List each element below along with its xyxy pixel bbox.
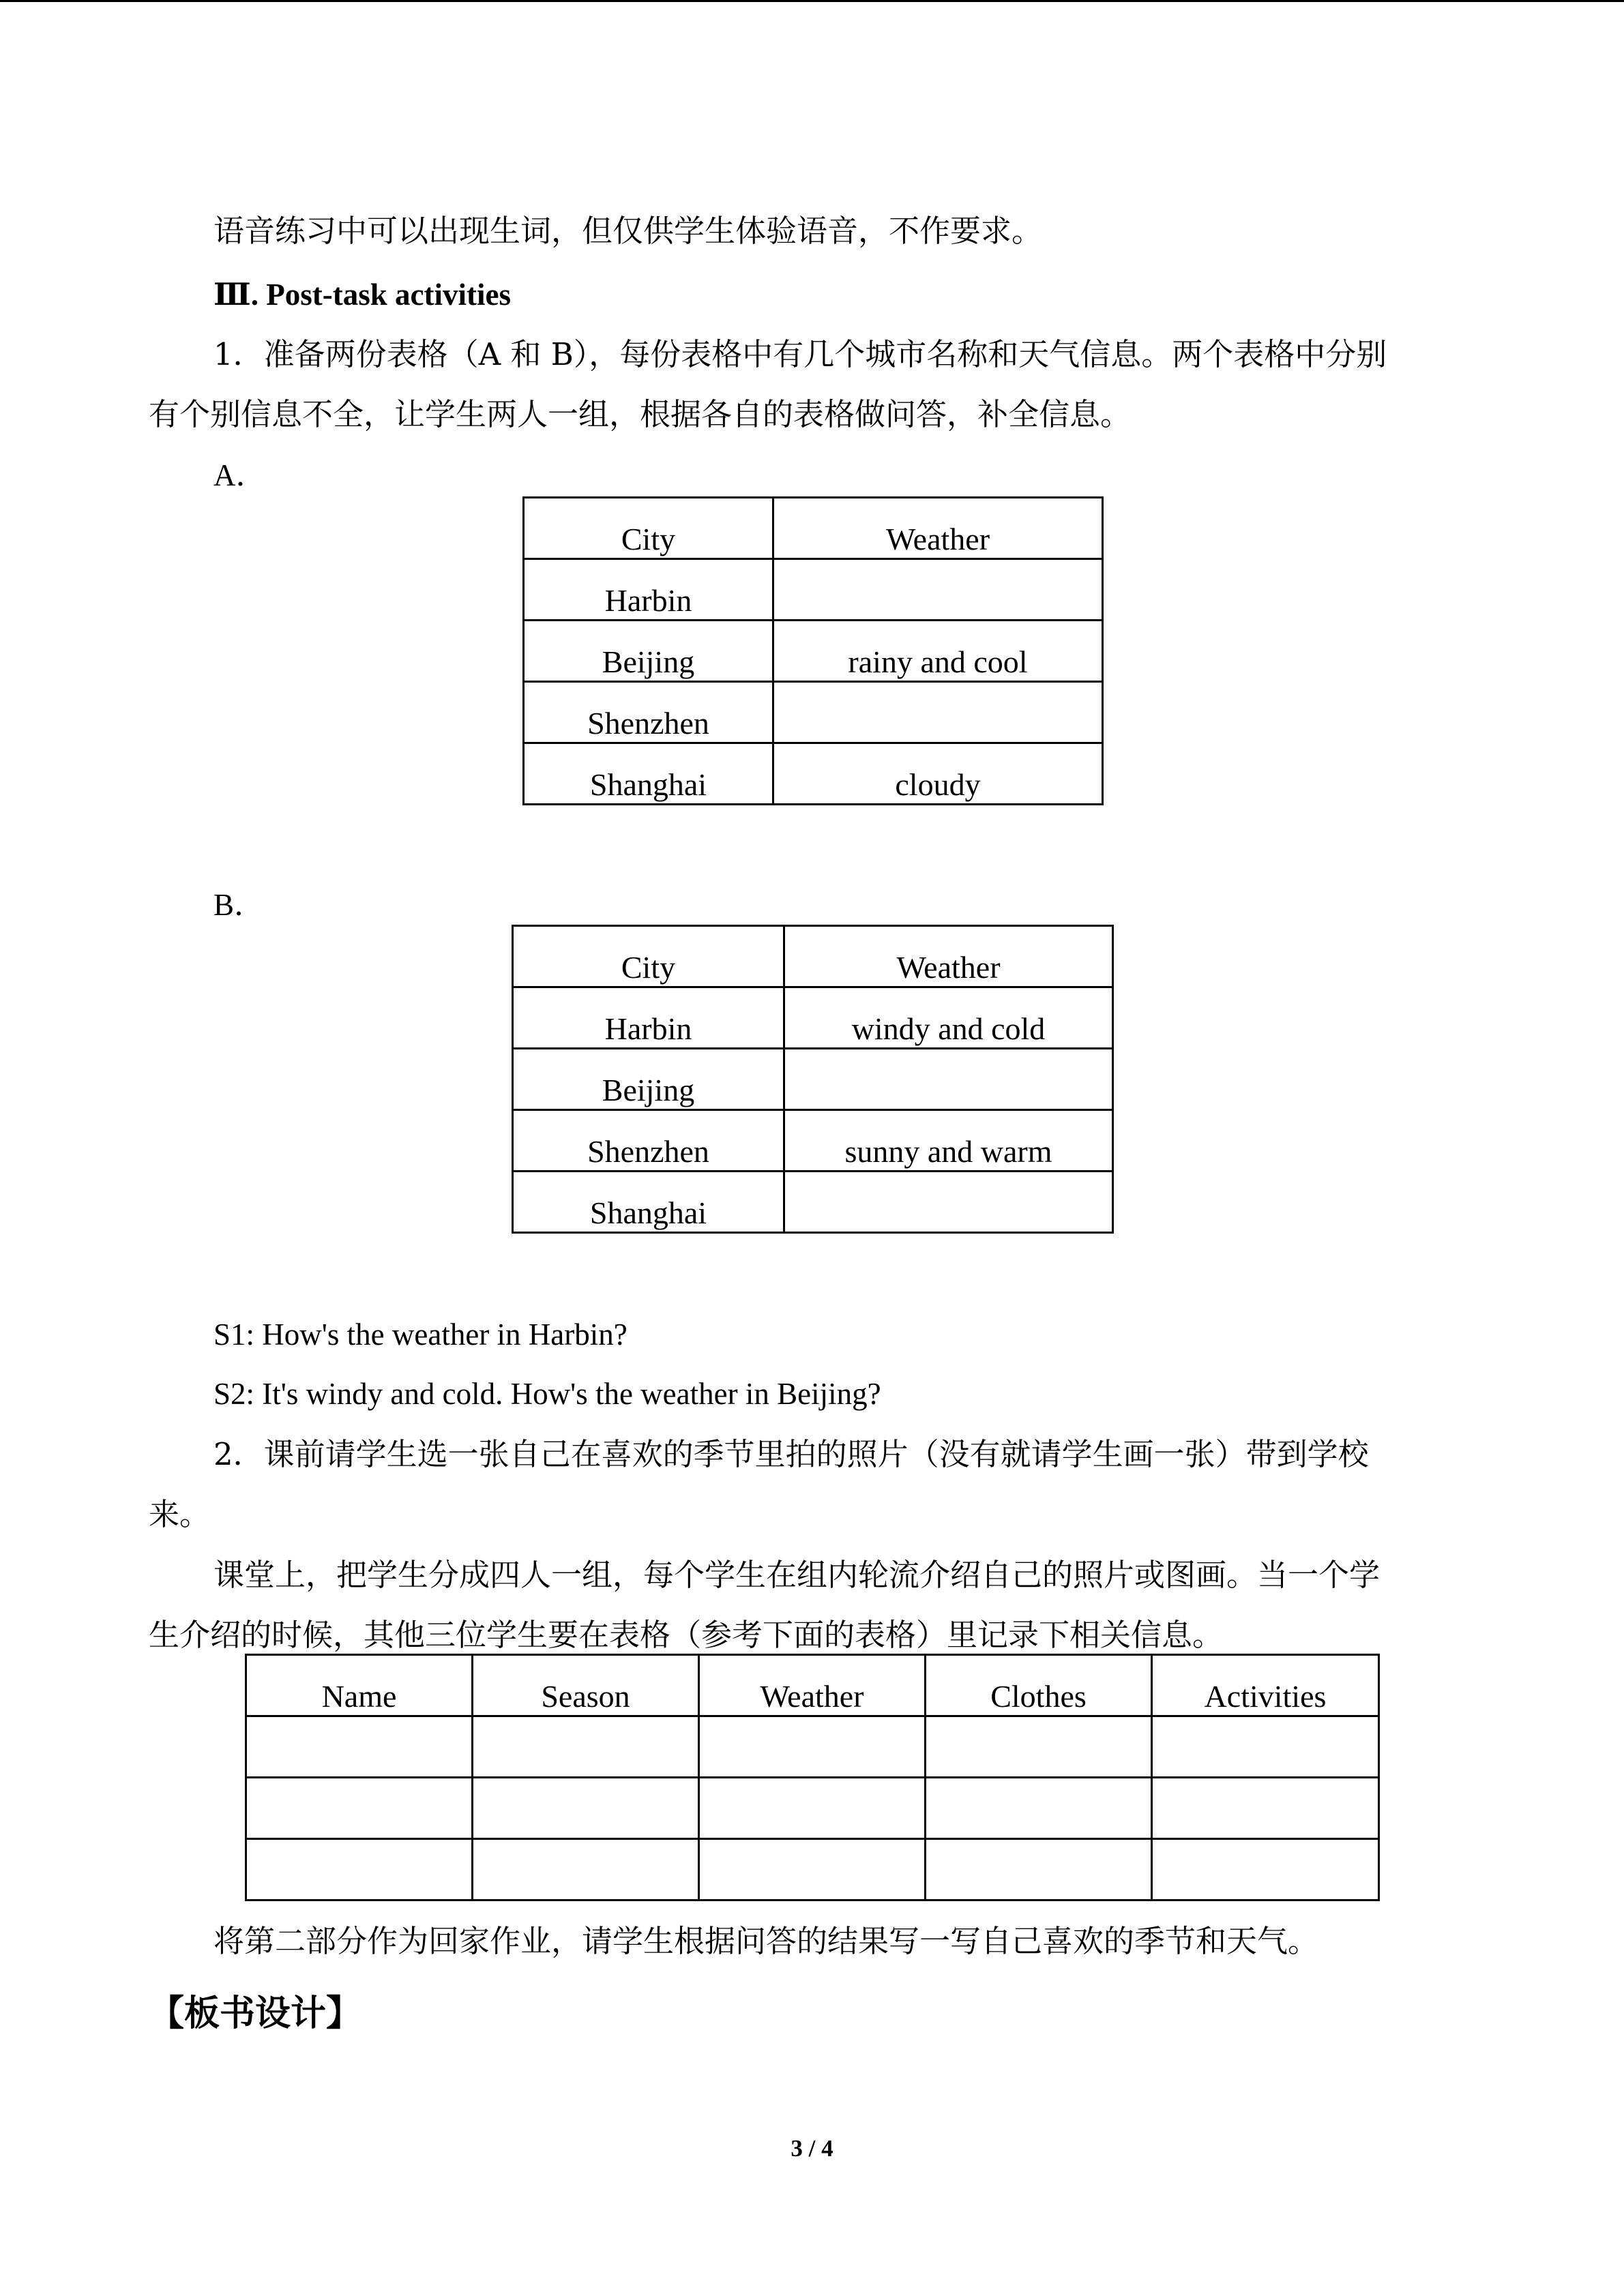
table-cell bbox=[773, 682, 1103, 743]
table-cell: Harbin bbox=[524, 559, 773, 621]
class-activity-line1: 课堂上，把学生分成四人一组，每个学生在组内轮流介绍自己的照片或图画。当一个学 bbox=[213, 1557, 1381, 1593]
table-cell bbox=[699, 1778, 926, 1839]
table-cell bbox=[473, 1716, 699, 1778]
table-cell bbox=[926, 1716, 1152, 1778]
table-row bbox=[513, 1110, 1113, 1172]
table-row bbox=[524, 743, 1103, 805]
header-activities: Activities bbox=[1152, 1655, 1379, 1716]
table-cell bbox=[1152, 1839, 1379, 1900]
table-a-header-city: City bbox=[524, 498, 773, 559]
table-cell bbox=[926, 1778, 1152, 1839]
item2-line2: 来。 bbox=[149, 1496, 211, 1532]
table-row bbox=[524, 682, 1103, 743]
table-cell: Harbin bbox=[513, 987, 784, 1049]
paragraph-pronunciation-note: 语音练习中可以出现生词，但仅供学生体验语音，不作要求。 bbox=[213, 213, 1043, 249]
table-cell: rainy and cool bbox=[773, 621, 1103, 682]
table-a bbox=[522, 496, 1104, 805]
table-a-header-weather: Weather bbox=[773, 498, 1103, 559]
top-border-line bbox=[0, 0, 1624, 2]
table-cell bbox=[699, 1716, 926, 1778]
table-cell bbox=[473, 1778, 699, 1839]
table-cell: sunny and warm bbox=[784, 1110, 1113, 1172]
table-cell bbox=[773, 559, 1103, 621]
item1-line2: 有个别信息不全，让学生两人一组，根据各自的表格做问答，补全信息。 bbox=[149, 396, 1132, 432]
table-cell: cloudy bbox=[773, 743, 1103, 805]
table-cell: Beijing bbox=[524, 621, 773, 682]
table-cell bbox=[926, 1839, 1152, 1900]
table-cell bbox=[699, 1839, 926, 1900]
item1-line1: 1．准备两份表格（A 和 B），每份表格中有几个城市名称和天气信息。两个表格中分别 bbox=[213, 336, 1387, 372]
table-row bbox=[513, 1049, 1113, 1110]
label-table-a: A． bbox=[213, 458, 267, 492]
table-b-header-city: City bbox=[513, 926, 784, 987]
homework-paragraph: 将第二部分作为回家作业，请学生根据问答的结果写一写自己喜欢的季节和天气。 bbox=[213, 1923, 1319, 1959]
item2-line1: 2．课前请学生选一张自己在喜欢的季节里拍的照片（没有就请学生画一张）带到学校 bbox=[213, 1436, 1369, 1472]
header-name: Name bbox=[246, 1655, 473, 1716]
page-number: 3 / 4 bbox=[791, 2135, 833, 2162]
header-weather: Weather bbox=[699, 1655, 926, 1716]
table-cell bbox=[1152, 1716, 1379, 1778]
table-row bbox=[513, 987, 1113, 1049]
table-cell: Shenzhen bbox=[513, 1110, 784, 1172]
section-heading: Ⅲ. Post-task activities bbox=[213, 278, 511, 312]
table-cell bbox=[246, 1839, 473, 1900]
table-b-header-weather: Weather bbox=[784, 926, 1113, 987]
header-season: Season bbox=[473, 1655, 699, 1716]
dialogue-s1: S1: How's the weather in Harbin? bbox=[213, 1317, 628, 1352]
table-cell bbox=[1152, 1778, 1379, 1839]
table-cell: Shanghai bbox=[513, 1172, 784, 1233]
table-row bbox=[246, 1839, 1379, 1900]
class-activity-line2: 生介绍的时候，其他三位学生要在表格（参考下面的表格）里记录下相关信息。 bbox=[149, 1617, 1224, 1653]
table-cell bbox=[784, 1172, 1113, 1233]
table-cell bbox=[246, 1716, 473, 1778]
table-row bbox=[524, 621, 1103, 682]
table-row bbox=[246, 1778, 1379, 1839]
label-table-b: B． bbox=[213, 888, 265, 922]
table-row bbox=[246, 1716, 1379, 1778]
table-row bbox=[513, 1172, 1113, 1233]
table-cell: Shenzhen bbox=[524, 682, 773, 743]
board-design-heading: 【板书设计】 bbox=[149, 1993, 362, 2034]
table-record-sheet bbox=[245, 1654, 1380, 1901]
table-cell: Beijing bbox=[513, 1049, 784, 1110]
table-row bbox=[524, 559, 1103, 621]
table-cell: Shanghai bbox=[524, 743, 773, 805]
table-a-header-row bbox=[524, 498, 1103, 559]
dialogue-s2: S2: It's windy and cold. How's the weather in Beijing? bbox=[213, 1377, 881, 1411]
table-b-header-row bbox=[513, 926, 1113, 987]
table-cell bbox=[784, 1049, 1113, 1110]
header-clothes: Clothes bbox=[926, 1655, 1152, 1716]
table-cell: windy and cold bbox=[784, 987, 1113, 1049]
table-c-header-row bbox=[246, 1655, 1379, 1716]
table-b bbox=[512, 925, 1114, 1234]
table-cell bbox=[473, 1839, 699, 1900]
table-cell bbox=[246, 1778, 473, 1839]
